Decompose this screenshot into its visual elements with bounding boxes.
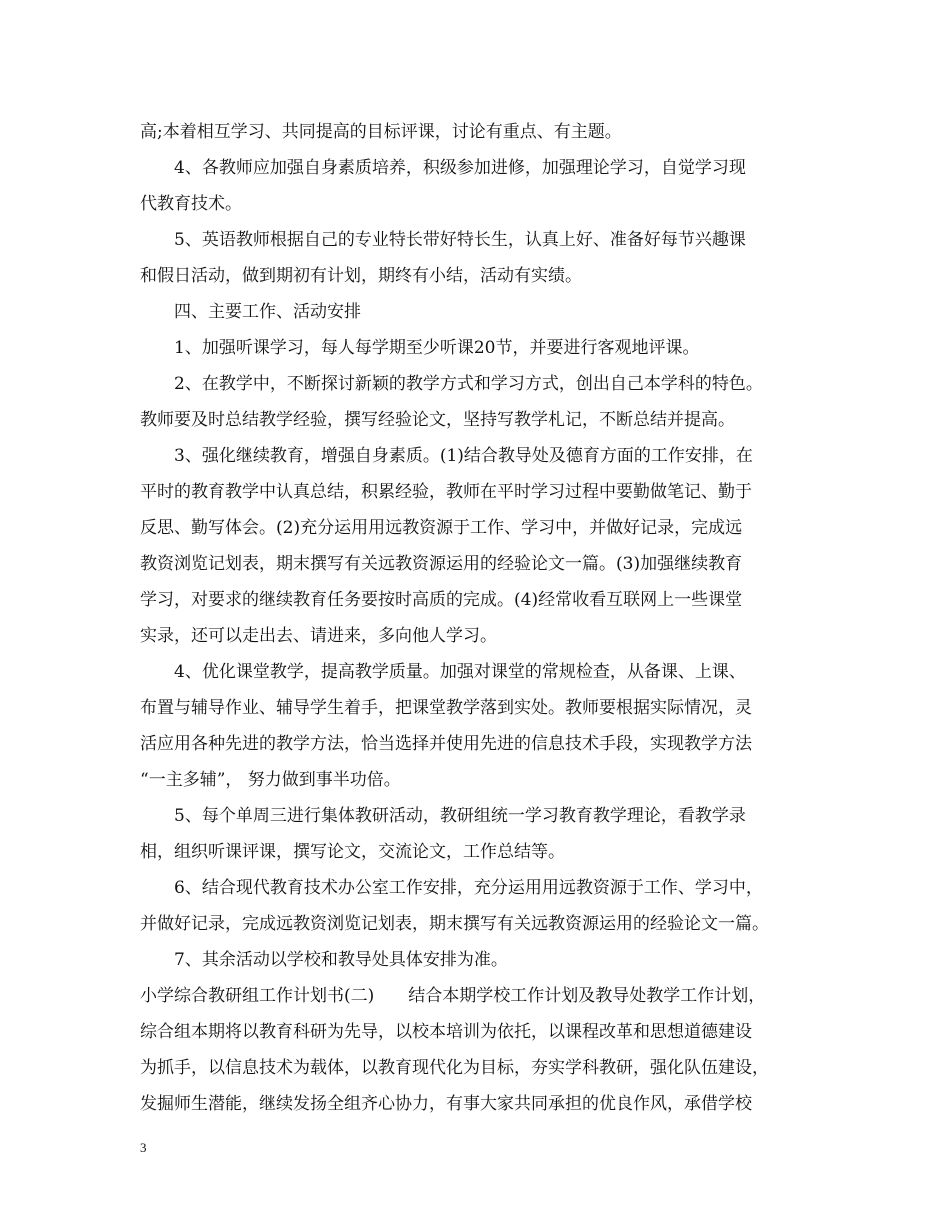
text-line: 实录，还可以走出去、请进来，多向他人学习。 (140, 626, 497, 646)
text-line: 并做好记录，完成远教资浏览记划表，期末撰写有关远教资源运用的经验论文一篇。 (140, 914, 769, 934)
text-line: 综合组本期将以教育科研为先导，以校本培训为依托，以课程改革和思想道德建设 (140, 1022, 752, 1042)
text-line: 教资浏览记划表，期末撰写有关远教资源运用的经验论文一篇。(3)加强继续教育 (140, 554, 743, 574)
text-line: 3、强化继续教育，增强自身素质。(1)结合教导处及德育方面的工作安排，在 (174, 446, 753, 466)
section-heading: 四、主要工作、活动安排 (174, 302, 361, 322)
text-line: 平时的教育教学中认真总结，积累经验，教师在平时学习过程中要勤做笔记、勤于 (140, 482, 752, 502)
text-line: 6、结合现代教育技术办公室工作安排，充分运用用远教资源于工作、学习中， (174, 878, 763, 898)
text-line: 和假日活动，做到期初有计划，期终有小结，活动有实绩。 (140, 266, 582, 286)
text-line: 高;本着相互学习、共同提高的目标评课，讨论有重点、有主题。 (140, 122, 622, 142)
text-line: 1、加强听课学习，每人每学期至少听课20节，并要进行客观地评课。 (174, 338, 700, 358)
text-line: 为抓手，以信息技术为载体，以教育现代化为目标，夯实学科教研，强化队伍建设， (140, 1058, 769, 1078)
text-line: 代教育技术。 (140, 194, 242, 214)
text-line: 学习，对要求的继续教育任务要按时高质的完成。(4)经常收看互联网上一些课堂 (140, 590, 743, 610)
text-line: 布置与辅导作业、辅导学生着手，把课堂教学落到实处。教师要根据实际情况，灵 (140, 698, 752, 718)
text-line: “一主多辅”， 努力做到事半功倍。 (140, 770, 401, 790)
text-line: 发掘师生潜能，继续发扬全组齐心协力，有事大家共同承担的优良作风，承借学校 (140, 1094, 752, 1114)
text-line: 2、在教学中，不断探讨新颖的教学方式和学习方式，创出自己本学科的特色。 (174, 374, 763, 394)
text-line: 7、其余活动以学校和教导处具体安排为准。 (174, 950, 508, 970)
text-line: 反思、勤写体会。(2)充分运用用远教资源于工作、学习中，并做好记录，完成远 (140, 518, 743, 538)
text-line: 教师要及时总结教学经验，撰写经验论文，坚持写教学札记，不断总结并提高。 (140, 410, 735, 430)
text-line: 相，组织听课评课，撰写论文，交流论文，工作总结等。 (140, 842, 565, 862)
page-number: 3 (140, 1140, 147, 1155)
document-body (140, 114, 830, 1122)
text-line: 5、英语教师根据自己的专业特长带好特长生，认真上好、准备好每节兴趣课 (174, 230, 746, 250)
text-line: 5、每个单周三进行集体教研活动，教研组统一学习教育教学理论，看教学录 (174, 806, 746, 826)
text-line: 4、优化课堂教学，提高教学质量。加强对课堂的常规检查，从备课、上课、 (174, 662, 746, 682)
text-line: 活应用各种先进的教学方法，恰当选择并使用先进的信息技术手段，实现教学方法 (140, 734, 752, 754)
text-line: 小学综合教研组工作计划书(二) 结合本期学校工作计划及教导处教学工作计划， (140, 986, 766, 1006)
text-line: 4、各教师应加强自身素质培养，积级参加进修，加强理论学习，自觉学习现 (174, 158, 746, 178)
